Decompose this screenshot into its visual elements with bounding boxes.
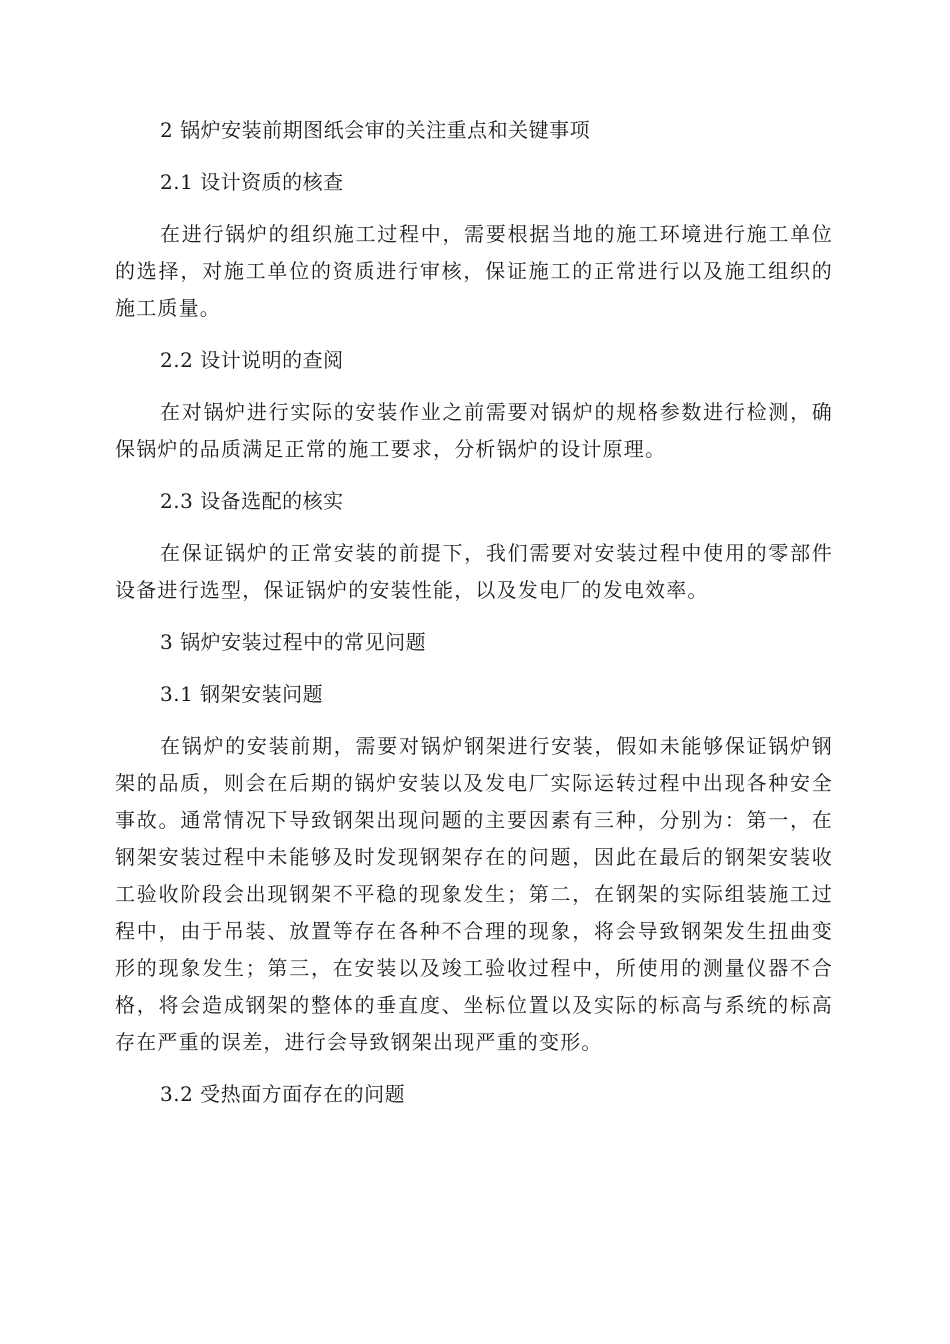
paragraph-2-1: 在进行锅炉的组织施工过程中，需要根据当地的施工环境进行施工单位的选择，对施工单位的资质进行审核，保证施工的正常进行以及施工组织的施工质量。	[115, 222, 833, 320]
heading-section-2-2: 2.2 设计说明的查阅	[160, 348, 344, 372]
heading-section-3: 3 锅炉安装过程中的常见问题	[160, 630, 427, 654]
heading-section-3-2: 3.2 受热面方面存在的问题	[160, 1082, 406, 1106]
heading-section-2-3: 2.3 设备选配的核实	[160, 489, 344, 513]
paragraph-2-3: 在保证锅炉的正常安装的前提下，我们需要对安装过程中使用的零部件设备进行选型，保证锅炉的安装性能，以及发电厂的发电效率。	[115, 541, 833, 602]
heading-section-2-1: 2.1 设计资质的核查	[160, 170, 344, 194]
paragraph-3-1: 在锅炉的安装前期，需要对锅炉钢架进行安装，假如未能够保证锅炉钢架的品质，则会在后期的锅炉安装以及发电厂实际运转过程中出现各种安全事故。通常情况下导致钢架出现问题的主要因素有三种，分别为：第一，在钢架安装过程中未能够及时发现钢架存在的问题，因此在最后的钢架安装收工验收阶段会出现钢架不平稳的现象发生；第二，在钢架的实际组装施工过程中，由于吊装、放置等存在各种不合理的现象，将会导致钢架发生扭曲变形的现象发生；第三，在安装以及竣工验收过程中，所使用的测量仪器不合格，将会造成钢架的整体的垂直度、坐标位置以及实际的标高与系统的标高存在严重的误差，进行会导致钢架出现严重的变形。	[115, 734, 833, 1054]
paragraph-2-2: 在对锅炉进行实际的安装作业之前需要对锅炉的规格参数进行检测，确保锅炉的品质满足正常的施工要求，分析锅炉的设计原理。	[115, 400, 833, 461]
heading-section-2: 2 锅炉安装前期图纸会审的关注重点和关键事项	[160, 118, 591, 142]
document-page	[115, 112, 833, 1128]
heading-section-3-1: 3.1 钢架安装问题	[160, 682, 324, 706]
